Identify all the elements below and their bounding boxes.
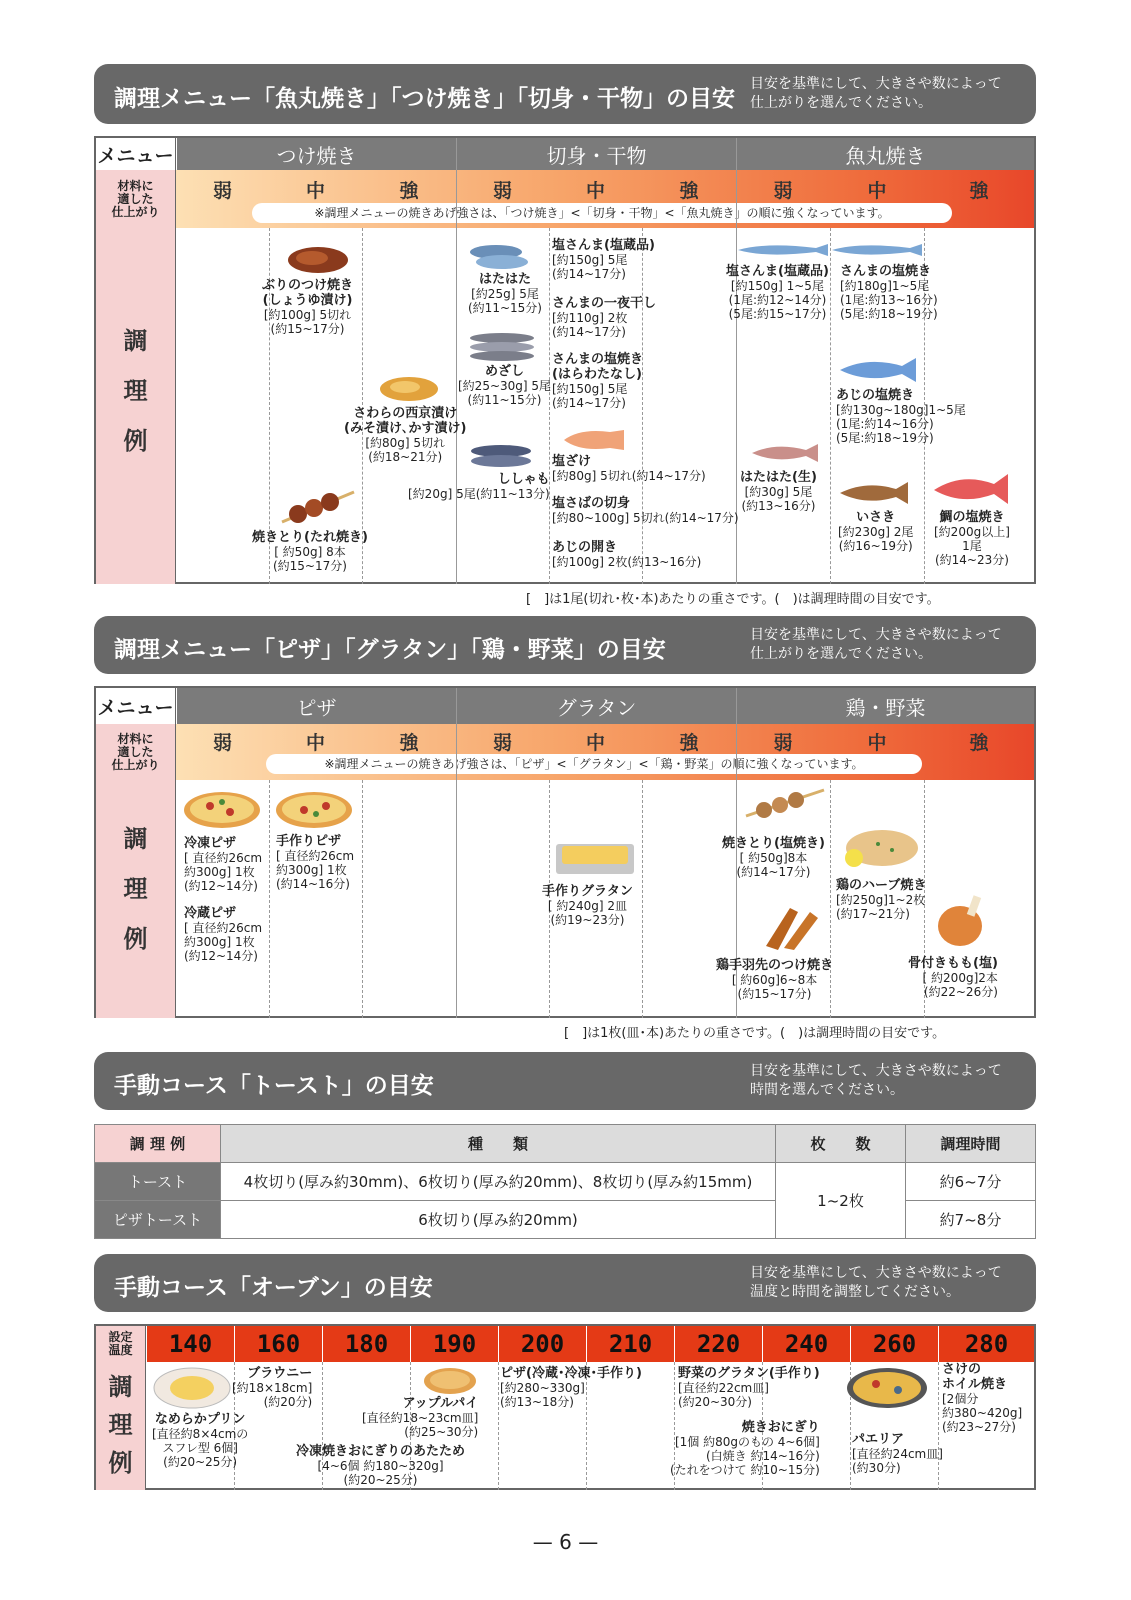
honetsuki-illustration	[936, 890, 990, 952]
item-pizza-frozen: 冷凍ピザ [ 直径約26cm 約300g] 1枚 (約12~14分)	[184, 836, 263, 893]
finish-label: 材料に 適した 仕上がり	[96, 170, 176, 228]
hatahata-nama-illustration	[750, 442, 820, 464]
temp-140: 140	[146, 1326, 234, 1362]
example-label: 調 理 例	[96, 1362, 146, 1490]
level-mid: 中	[585, 732, 605, 754]
item-gratin: 手作りグラタン [ 約240g] 2皿 (約19~23分)	[542, 884, 633, 927]
row-name: ピザトースト	[95, 1201, 221, 1239]
tai-illustration	[932, 472, 1010, 506]
level-strong: 強	[399, 180, 419, 202]
example-label: 調 理 例	[96, 228, 176, 584]
item-buri: ぶりのつけ焼き (しょうゆ漬け) [約100g] 5切れ (約15~17分)	[262, 278, 354, 336]
level-mid: 中	[305, 732, 325, 754]
shiozake-illustration	[560, 428, 628, 452]
level-weak: 弱	[212, 732, 232, 754]
row-kind: 6枚切り(厚み約20mm)	[221, 1201, 776, 1239]
level-mid: 中	[867, 732, 887, 754]
level-strong: 強	[969, 732, 989, 754]
pizza-handmade-illustration	[274, 790, 354, 830]
section-header-oven	[94, 1254, 1036, 1312]
isaki-illustration	[838, 480, 910, 506]
footnote-pizza: [ ]は1枚(皿･本)あたりの重さです。( )は調理時間の目安です。	[564, 1026, 946, 1041]
temp-200: 200	[498, 1326, 586, 1362]
level-mid: 中	[305, 180, 325, 202]
item-sawara: さわらの西京漬け (みそ漬け､かす漬け) [約80g] 5切れ (約18~21分)	[344, 406, 467, 464]
level-weak: 弱	[492, 732, 512, 754]
item-isaki: いさき [約230g] 2尾 (約16~19分)	[838, 510, 914, 553]
sanma-shio-illustration	[830, 242, 924, 258]
temp-210: 210	[586, 1326, 674, 1362]
item-sanma-shio2: さんまの塩焼き [約180g]1~5尾 (1尾:約13~16分) (5尾:約18~19分)	[840, 264, 938, 321]
menu-label: メニュー	[96, 688, 176, 724]
item-pizza-chilled: 冷蔵ピザ [ 直径約26cm 約300g] 1枚 (約12~14分)	[184, 906, 263, 963]
item-applepie: アップルパイ [直径約18~23cm皿] (約25~30分)	[362, 1396, 479, 1439]
temp-220: 220	[674, 1326, 762, 1362]
page-number: — 6 —	[532, 1530, 599, 1554]
row-count: 1~2枚	[776, 1163, 906, 1239]
gratin-illustration	[554, 838, 636, 876]
group-gratin: グラタン	[456, 688, 736, 724]
oven-table	[94, 1324, 1036, 1490]
row-kind: 4枚切り(厚み約30mm)、6枚切り(厚み約20mm)、8枚切り(厚み約15mm)	[221, 1163, 776, 1201]
temp-190: 190	[410, 1326, 498, 1362]
buri-illustration	[286, 242, 350, 276]
item-pizza-handmade: 手作りピザ [ 直径約26cm 約300g] 1枚 (約14~16分)	[276, 834, 355, 891]
temp-240: 240	[762, 1326, 850, 1362]
level-strong: 強	[679, 732, 699, 754]
group-marunyaki: 魚丸焼き	[736, 138, 1034, 170]
item-shiozake: 塩ざけ [約80g] 5切れ(約14~17分)	[552, 454, 706, 483]
group-pizza: ピザ	[176, 688, 456, 724]
example-label: 調 理 例	[96, 780, 176, 1018]
strength-note: ※調理メニューの焼きあげ強さは、「つけ焼き」<「切身・干物」<「魚丸焼き」の順に強くなっています。	[252, 203, 952, 223]
yakitori-shio-illustration	[744, 786, 826, 820]
tebasaki-illustration	[760, 902, 822, 952]
col-header: 種 類	[221, 1125, 776, 1163]
item-paella: パエリア [直径約24cm皿] (約30分)	[852, 1432, 943, 1475]
footnote-fish: [ ]は1尾(切れ･枚･本)あたりの重さです。( )は調理時間の目安です。	[526, 592, 940, 607]
set-temp-label: 設定 温度	[96, 1326, 146, 1362]
item-sanma-shio: さんまの塩焼き (はらわたなし) [約150g] 5尾 (約14~17分)	[552, 352, 644, 410]
group-tsukeyaki: つけ焼き	[176, 138, 456, 170]
level-strong: 強	[399, 732, 419, 754]
item-pizza-oven: ピザ(冷蔵･冷凍･手作り) [約280~330g] (約13~18分)	[500, 1366, 642, 1409]
level-weak: 弱	[773, 732, 793, 754]
section-note: 目安を基準にして、大きさや数によって 仕上がりを選んでください。	[750, 627, 1002, 662]
menu-label: メニュー	[96, 138, 176, 170]
sanma-illustration	[736, 242, 830, 258]
section-note: 目安を基準にして、大きさや数によって 時間を選んでください。	[750, 1063, 1002, 1098]
item-hatahata-nama: はたはた(生) [約30g] 5尾 (約13~16分)	[740, 470, 817, 513]
item-mezashi: めざし [約25~30g] 5尾 (約11~15分)	[458, 364, 552, 407]
row-time: 約6~7分	[906, 1163, 1036, 1201]
col-header: 調 理 例	[95, 1125, 221, 1163]
temp-280: 280	[938, 1326, 1034, 1362]
col-header: 調理時間	[906, 1125, 1036, 1163]
yakitori-tare-illustration	[278, 488, 356, 526]
section-note: 目安を基準にして、大きさや数によって 仕上がりを選んでください。	[750, 76, 1002, 111]
section-header-pizza	[94, 616, 1036, 674]
temp-180: 180	[322, 1326, 410, 1362]
section-header-toast	[94, 1052, 1036, 1110]
item-brownie: ブラウニー [約18×18cm] (約20分)	[232, 1366, 313, 1409]
level-mid: 中	[867, 180, 887, 202]
level-strong: 強	[969, 180, 989, 202]
sawara-illustration	[378, 374, 440, 404]
level-weak: 弱	[773, 180, 793, 202]
item-herb-chicken: 鶏のハーブ焼き [約250g]1~2枚 (約17~21分)	[836, 878, 927, 921]
item-honetsuki: 骨付きもも(塩) [ 約200g]2本 (約22~26分)	[908, 956, 998, 999]
temp-160: 160	[234, 1326, 322, 1362]
group-chicken-veg: 鶏・野菜	[736, 688, 1034, 724]
hatahata-illustration	[466, 242, 536, 272]
item-sanma-ichiya: さんまの一夜干し [約110g] 2枚 (約14~17分)	[552, 296, 657, 339]
item-pudding: なめらかプリン [直径約8×4cmの スフレ型 6個] (約20~25分)	[152, 1412, 249, 1469]
item-hatahata: はたはた [約25g] 5尾 (約11~15分)	[468, 272, 542, 315]
item-shishamo: ししゃも [約20g] 5尾(約11~13分)	[408, 472, 550, 501]
pizza-menu-table	[94, 686, 1036, 1018]
item-sanma-en2: 塩さんま(塩蔵品) [約150g] 1~5尾 (1尾:約12~14分) (5尾:約15~17分)	[726, 264, 829, 321]
finish-label: 材料に 適した 仕上がり	[96, 724, 176, 780]
section-title: 調理メニュー「ピザ」「グラタン」「鶏・野菜」の目安	[114, 637, 666, 663]
item-yaki-onigiri: 焼きおにぎり [1個 約80gのもの 4~6個] (白焼き 約14~16分) (たれをつけて 約10~15分)	[670, 1420, 820, 1477]
pizza-frozen-illustration	[182, 790, 262, 830]
temp-260: 260	[850, 1326, 938, 1362]
pudding-illustration	[152, 1366, 232, 1410]
section-title: 手動コース「オーブン」の目安	[114, 1275, 433, 1301]
row-name: トースト	[95, 1163, 221, 1201]
item-tai: 鯛の塩焼き [約200g以上] 1尾 (約14~23分)	[934, 510, 1010, 567]
item-yakitori-tare: 焼きとり(たれ焼き) [ 約50g] 8本 (約15~17分)	[252, 530, 368, 573]
level-strong: 強	[679, 180, 699, 202]
item-sake-foil: さけの ホイル焼き [2個分 約380~420g] (約23~27分)	[942, 1362, 1023, 1434]
item-sanma-en: 塩さんま(塩蔵品) [約150g] 5尾 (約14~17分)	[552, 238, 655, 281]
paella-illustration	[842, 1366, 932, 1410]
level-mid: 中	[585, 180, 605, 202]
level-weak: 弱	[492, 180, 512, 202]
item-onigiri-rewarm: 冷凍焼きおにぎりのあたため [4~6個 約180~320g] (約20~25分)	[296, 1444, 466, 1487]
section-note: 目安を基準にして、大きさや数によって 温度と時間を調整してください。	[750, 1265, 1002, 1300]
item-yakitori-shio: 焼きとり(塩焼き) [ 約50g]8本 (約14~17分)	[722, 836, 825, 879]
aji-illustration	[838, 356, 918, 384]
item-aji-hiraki: あじの開き [約100g] 2枚(約13~16分)	[552, 540, 702, 569]
fish-menu-table	[94, 136, 1036, 584]
row-time: 約7~8分	[906, 1201, 1036, 1239]
section-header-fish	[94, 64, 1036, 124]
item-saba: 塩さばの切身 [約80~100g] 5切れ(約14~17分)	[552, 496, 739, 525]
strength-note: ※調理メニューの焼きあげ強さは、「ピザ」<「グラタン」<「鶏・野菜」の順に強くなっています。	[266, 754, 922, 774]
group-kirimi: 切身・干物	[456, 138, 736, 170]
col-header: 枚 数	[776, 1125, 906, 1163]
section-title: 手動コース「トースト」の目安	[114, 1073, 434, 1099]
section-title: 調理メニュー「魚丸焼き」「つけ焼き」「切身・干物」の目安	[114, 86, 735, 112]
mezashi-illustration	[466, 330, 540, 364]
applepie-illustration	[422, 1366, 478, 1396]
toast-table	[94, 1124, 1036, 1239]
item-aji-shio: あじの塩焼き [約130g~180g]1~5尾 (1尾:約14~16分) (5尾:約18~19分)	[836, 388, 966, 445]
level-weak: 弱	[212, 180, 232, 202]
shishamo-illustration	[468, 442, 534, 470]
item-tebasaki: 鶏手羽先のつけ焼き [ 約60g]6~8本 (約15~17分)	[716, 958, 834, 1001]
item-veg-gratin: 野菜のグラタン(手作り) [直径約22cm皿] (約20~30分)	[678, 1366, 820, 1409]
herb-chicken-illustration	[838, 828, 920, 870]
